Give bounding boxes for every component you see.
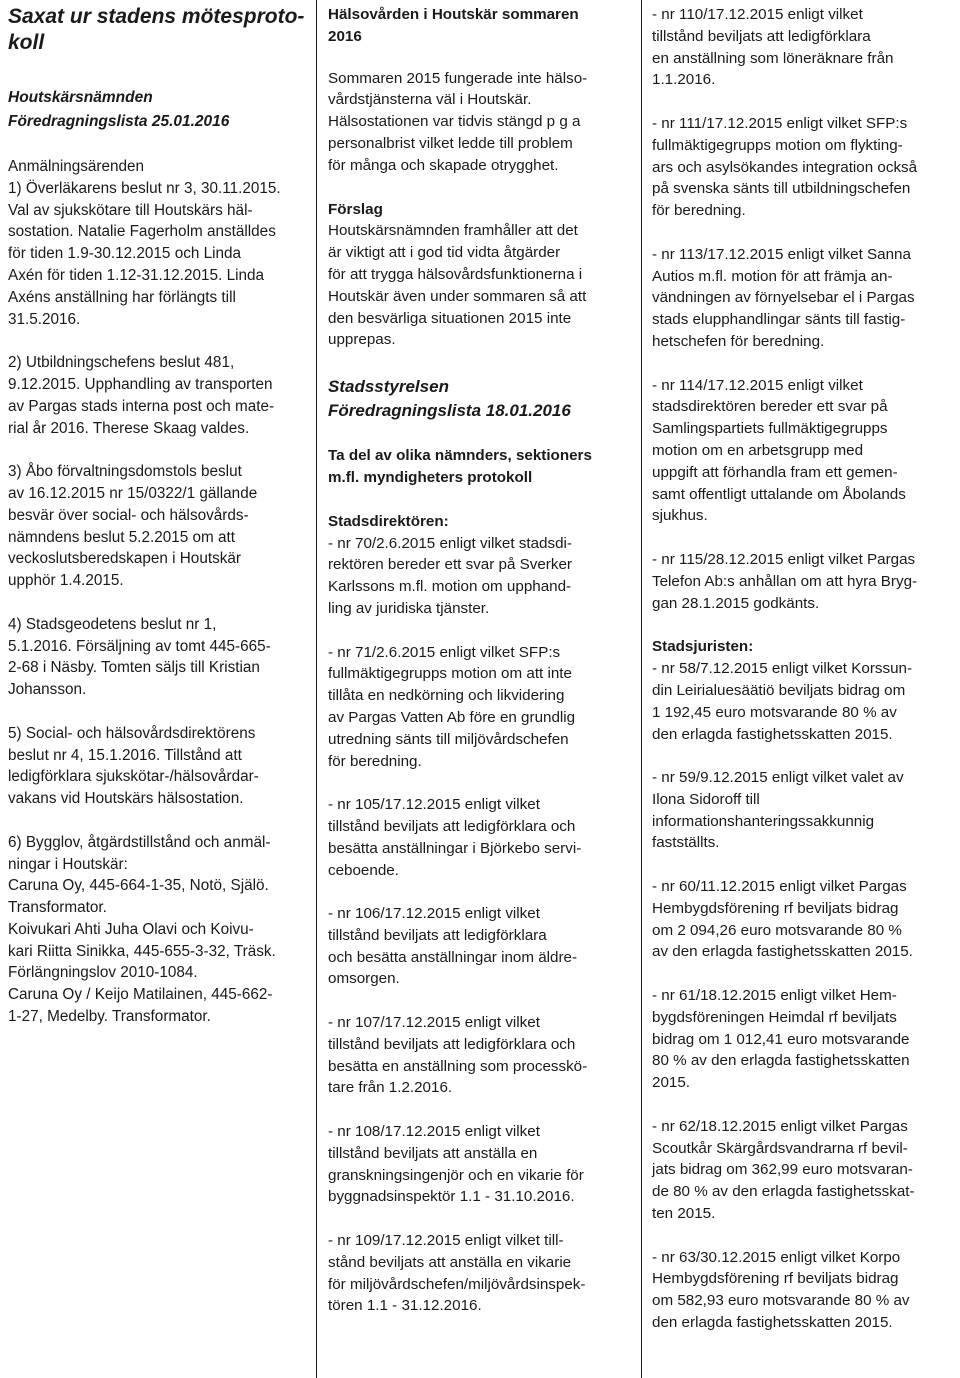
agenda-item: 5) Social- och hälsovårdsdirektörens beslut nr 4, 15.1.2016. Tillstånd att ledigförklara sjukskötar-/hälsovårdar- vakans vid Houtskärs hälsostation. [8,724,259,808]
list-item: - nr 71/2.6.2015 enligt vilket SFP:s fullmäktigegrupps motion om att inte tillåta en nedkörning och likvidering av Pargas Vatten Ab före en grundlig utredning sänts till miljövårdschefen för beredning. [328,643,576,770]
list-item: - nr 63/30.12.2015 enligt vilket Korpo Hembygdsförening rf beviljats bidrag om 582,93 euro motsvarande 80 % av den erlagda fastighetsskatten 2015. [652,1248,910,1332]
agenda-item: 3) Åbo förvaltningsdomstols beslut av 16.12.2015 nr 15/0322/1 gällande besvär över social- och hälsovårds- nämndens beslut 5.2.2015 om att veckoslutsberedskapen i Houtskär upphör 1.4.2015. [8,463,258,590]
decision-list [328,533,628,1318]
section-heading: Ta del av olika nämnders, sektioners m.fl. myndigheters protokoll [328,447,592,486]
agenda-item: 2) Utbildningschefens beslut 481, 9.12.2015. Upphandling av transporten av Pargas stads interna post och mate- rial år 2016. Therese Skaag valdes. [8,354,275,437]
column-middle [328,0,628,1317]
column-left [8,0,304,1028]
agenda-item: 6) Bygglov, åtgärdstillstånd och anmäl- ningar i Houtskär: Caruna Oy, 445-664-1-35, Notö, Själö. Transformator. Koivukari Ahti Juha Olavi och Koivu- kari Riitta Sinikka, 445-655-3-32, Träsk. Förlängningslov 2010-1084. Caruna Oy / Keijo Matilainen, 445-662- 1-27, Medelby. Transformator. [8,833,276,1026]
list-item: - nr 113/17.12.2015 enligt vilket Sanna Autios m.fl. motion för att främja an- vändningen av förnyelsebar el i Pargas stads elupphandlingar sänts till fastig- hetschefen för beredning. [652,245,915,350]
list-item: - nr 109/17.12.2015 enligt vilket till- stånd beviljats att anställa en vikarie för miljövårdschefen/miljövårdsinspek- tören 1.1 - 31.12.2016. [328,1232,586,1315]
list-item: - nr 105/17.12.2015 enligt vilket tillstånd beviljats att ledigförklara och besätta anställningar i Björkebo servi- ceboende. [328,796,582,879]
list-item: - nr 114/17.12.2015 enligt vilket stadsdirektören bereder ett svar på Samlingspartiets fullmäktigegrupps motion om en arbetsgrupp med uppgift att förhandla fram ett gemen- samt offentligt uttalande om Åbolands sjukhus. [652,376,906,525]
decision-list [652,4,952,614]
list-item: - nr 62/18.12.2015 enligt vilket Pargas Scoutkår Skärgårdsvandrarna rf bevil- jats bidrag om 362,99 euro motsvaran- de 80 % av den erlagda fastighetsskat- ten 2015. [652,1117,915,1223]
proposal-paragraph: Houtskärsnämnden framhåller att det är viktigt att i god tid vidta åtgärder för att trygga hälsovårdsfunktionerna i Houtskär även under sommaren så att den besvärliga situationen 2015 inte upprepas. [328,222,587,349]
list-item: - nr 111/17.12.2015 enligt vilket SFP:s fullmäktigegrupps motion om flykting- ars och asylsökandes integration också på svenska sänts till utbildningschefen för beredning. [652,114,918,220]
list-item: - nr 110/17.12.2015 enligt vilket tillstånd beviljats att ledigförklara en anställning som löneräknare från 1.1.2016. [652,6,894,89]
article-title: Saxat ur stadens mötesproto- koll [8,5,305,54]
intro-paragraph: Sommaren 2015 fungerade inte hälso- vårdstjänsterna väl i Houtskär. Hälsostationen var tidvis stängd p g a personalbrist vilket ledde till problem för många och skapade otrygghet. [328,69,588,174]
list-item: - nr 58/7.12.2015 enligt vilket Korssun- din Leirialuesäätiö beviljats bidrag om 1 192,45 euro motsvarande 80 % av den erlagda fastighetsskatten 2015. [652,660,913,743]
decision-list [652,658,952,1334]
list-item: - nr 108/17.12.2015 enligt vilket tillstånd beviljats att anställa en granskningsingenjör och en vikarie för byggnadsinspektör 1.1 - 31.10.2016. [328,1123,584,1206]
column-divider [641,0,642,1378]
list-item: - nr 115/28.12.2015 enligt vilket Pargas Telefon Ab:s anhållan om att hyra Bryg- gan 28.1.2015 godkänts. [652,550,918,612]
subheading: Stadsdirektören: [328,512,449,530]
list-item: - nr 61/18.12.2015 enligt vilket Hem- bygdsföreningen Heimdal rf beviljats bidrag om 1 012,41 euro motsvarande 80 % av den erlagda fastighetsskatten 2015. [652,987,910,1092]
column-divider [316,0,317,1378]
board-heading: Stadsstyrelsen Föredragningslista 18.01.2016 [328,377,571,421]
list-item: - nr 107/17.12.2015 enligt vilket tillstånd beviljats att ledigförklara och besätta en anställning som processkö- tare från 1.2.2016. [328,1014,588,1097]
agenda-item: Anmälningsärenden 1) Överläkarens beslut nr 3, 30.11.2015. Val av sjukskötare till Houtskärs häl- sostation. Natalie Fagerholm anställdes för tiden 1.9-30.12.2015 och Linda Axén för tiden 1.12-31.12.2015. Linda Axéns anställning har förlängts till 31.5.2016. [8,158,281,328]
agenda-item: 4) Stadsgeodetens beslut nr 1, 5.1.2016. Försäljning av tomt 445-665- 2-68 i Näsby. Tomten säljs till Kristian Johansson. [8,615,271,699]
list-item: - nr 70/2.6.2015 enligt vilket stadsdi- rektören bereder ett svar på Sverker Karlssons m.fl. motion om upphand- ling av juridiska tjänster. [328,534,572,617]
subheading: Stadsjuristen: [652,638,754,656]
section-heading: Hälsovården i Houtskär sommaren 2016 [328,6,579,45]
list-item: - nr 59/9.12.2015 enligt vilket valet av Ilona Sidoroff till informationshanteringssakkunnig fastställts. [652,769,904,852]
list-item: - nr 106/17.12.2015 enligt vilket tillstånd beviljats att ledigförklara och besätta anställningar inom äldre- omsorgen. [328,905,578,988]
proposal-heading: Förslag [328,200,383,218]
column-right [652,0,952,1334]
board-heading: Houtskärsnämnden Föredragningslista 25.01.2016 [8,89,230,130]
list-item: - nr 60/11.12.2015 enligt vilket Pargas Hembygdsförening rf beviljats bidrag om 2 094,26 euro motsvarande 80 % av den erlagda fastighetsskatten 2015. [652,878,913,961]
agenda-body [8,156,304,1028]
